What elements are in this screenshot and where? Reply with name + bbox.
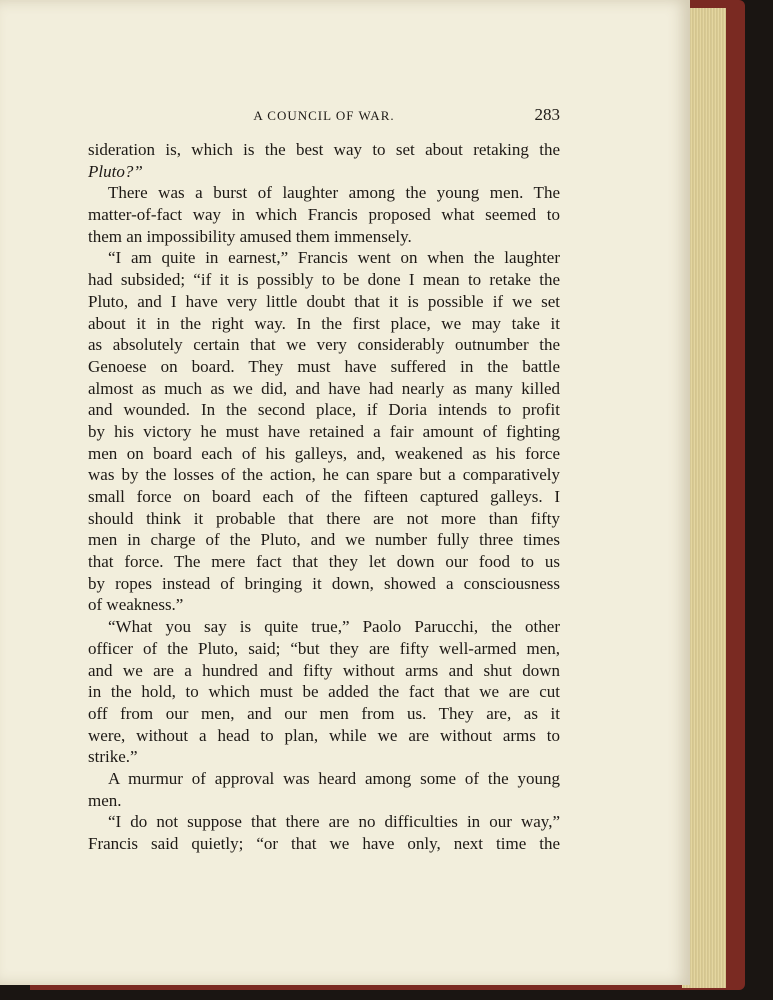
- text-line: had subsided; “if it is possibly to be done I mean to retake the: [88, 270, 560, 290]
- page-header: [88, 104, 560, 128]
- body-text: [88, 139, 560, 855]
- text-line: strike.”: [88, 747, 138, 767]
- text-line: almost as much as we did, and have had nearly as many killed: [88, 378, 560, 398]
- text-line: sideration is, which is the best way to set about retaking the: [88, 140, 560, 159]
- page-number: 283: [534, 105, 560, 124]
- text-line: about it in the right way. In the first place, we may take it: [88, 313, 560, 333]
- text-line: “What you say is quite true,” Paolo Parucchi, the other: [108, 617, 560, 637]
- text-line: men.: [88, 790, 122, 810]
- text-line: matter-of-fact way in which Francis proposed what seemed to: [88, 205, 560, 225]
- text-line: as absolutely certain that we very considerably outnumber the: [88, 335, 560, 355]
- text-line: men in charge of the Pluto, and we number fully three times: [88, 530, 560, 550]
- text-line: of weakness.”: [88, 595, 184, 615]
- text-line: Pluto, and I have very little doubt that it is possible if we set: [88, 291, 560, 311]
- text-line: off from our men, and our men from us. They are, as it: [88, 703, 560, 723]
- text-line: them an impossibility amused them immensely.: [88, 226, 412, 246]
- text-line: small force on board each of the fifteen captured galleys. I: [88, 487, 560, 506]
- text-line: Pluto?”: [88, 161, 143, 181]
- text-line: A murmur of approval was heard among some of the young: [108, 768, 560, 788]
- text-line: “I am quite in earnest,” Francis went on when the laughter: [108, 248, 560, 268]
- text-line: men on board each of his galleys, and, weakened as his force: [88, 443, 560, 463]
- text-line: by ropes instead of bringing it down, showed a consciousness: [88, 573, 560, 593]
- text-line: should think it probable that there are not more than fifty: [88, 508, 560, 528]
- text-line: Genoese on board. They must have suffered in the battle: [88, 356, 560, 376]
- text-line: and we are a hundred and fifty without arms and shut down: [88, 660, 560, 680]
- text-line: that force. The mere fact that they let down our food to us: [88, 552, 560, 572]
- text-line: by his victory he must have retained a fair amount of fighting: [88, 421, 560, 441]
- text-line: officer of the Pluto, said; “but they are fifty well-armed men,: [88, 638, 560, 658]
- text-line: There was a burst of laughter among the young men. The: [108, 183, 560, 203]
- running-title: A COUNCIL OF WAR.: [253, 108, 395, 123]
- text-line: “I do not suppose that there are no difficulties in our way,”: [108, 812, 560, 832]
- text-line: were, without a head to plan, while we are without arms to: [88, 725, 560, 745]
- text-line: Francis said quietly; “or that we have only, next time the: [88, 834, 560, 853]
- text-line: in the hold, to which must be added the fact that we are cut: [88, 682, 560, 702]
- text-line: was by the losses of the action, he can spare but a comparatively: [88, 465, 560, 485]
- text-line: and wounded. In the second place, if Doria intends to profit: [88, 400, 560, 420]
